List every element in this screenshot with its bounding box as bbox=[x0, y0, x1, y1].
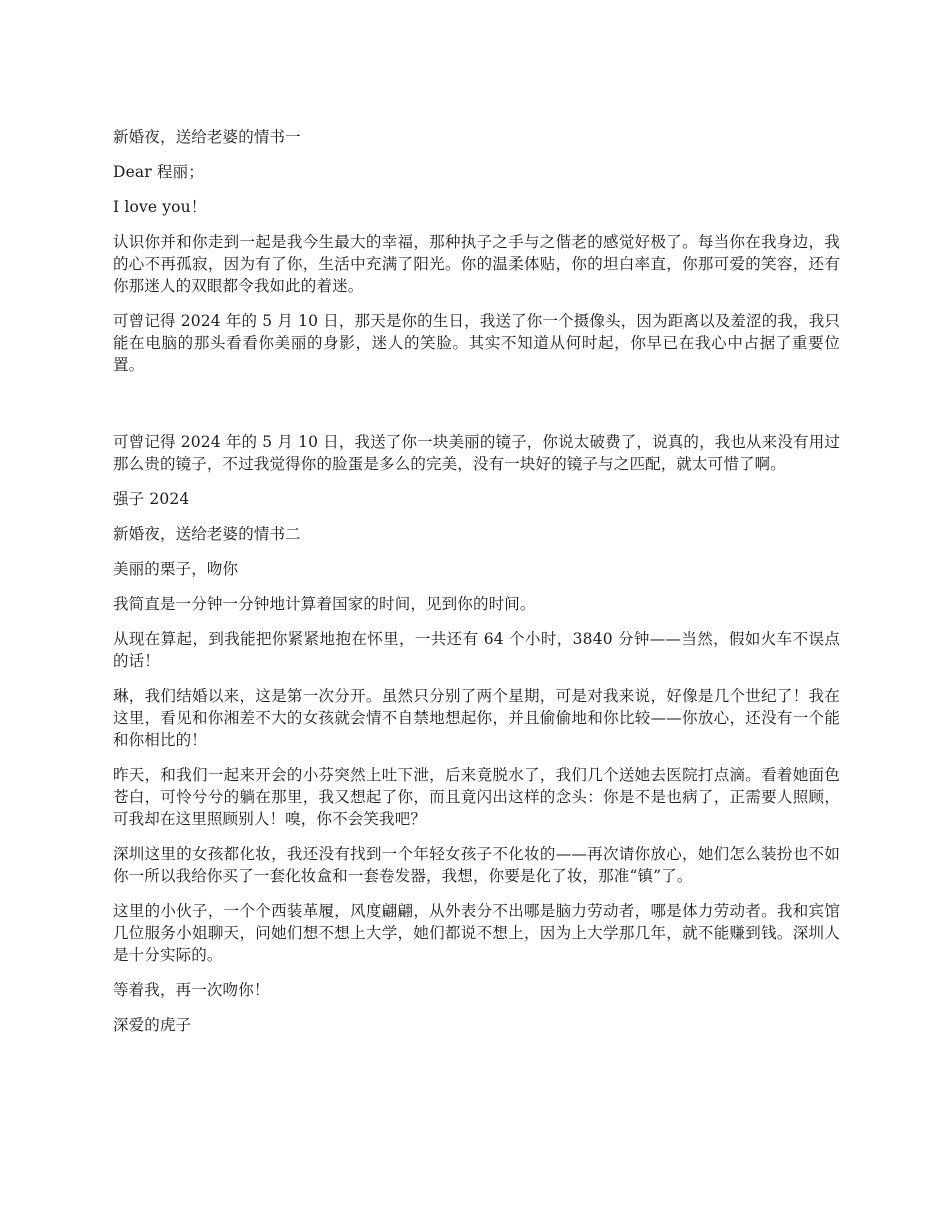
letter2-paragraph-6: 这里的小伙子，一个个西装革履，风度翩翩，从外表分不出哪是脑力劳动者，哪是体力劳动者。我和宾馆几位服务小姐聊天，问她们想不想上大学，她们都说不想上，因为上大学那几年，就不能赚到钱。深圳人是十分实际的。 bbox=[113, 902, 840, 964]
letter1-title: 新婚夜，送给老婆的情书一 bbox=[113, 128, 301, 146]
letter1-paragraph-1: 认识你并和你走到一起是我今生最大的幸福，那种执子之手与之偕老的感觉好极了。每当你在我身边，我的心不再孤寂，因为有了你，生活中充满了阳光。你的温柔体贴，你的坦白率直，你那可爱的笑容，还有你那迷人的双眼都令我如此的着迷。 bbox=[113, 233, 840, 295]
document-page bbox=[113, 126, 840, 1049]
letter2-closing: 等着我，再一次吻你！ bbox=[113, 981, 270, 999]
paragraph-gap bbox=[113, 389, 840, 431]
letter2-paragraph-3: 琳，我们结婚以来，这是第一次分开。虽然只分别了两个星期，可是对我来说，好像是几个世纪了！我在这里，看见和你湘差不大的女孩就会情不自禁地想起你，并且偷偷地和你比较——你放心，还没有一个能和你相比的！ bbox=[113, 687, 840, 749]
letter1-paragraph-3: 可曾记得 2024 年的 5 月 10 日，我送了你一块美丽的镜子，你说太破费了，说真的，我也从来没有用过那么贵的镜子，不过我觉得你的脸蛋是多么的完美，没有一块好的镜子与之匹配，就太可惜了啊。 bbox=[113, 433, 840, 473]
letter1-paragraph-2: 可曾记得 2024 年的 5 月 10 日，那天是你的生日，我送了你一个摄像头，因为距离以及羞涩的我，我只能在电脑的那头看看你美丽的身影，迷人的笑脸。其实不知道从何时起，你早已在我心中占据了重要位置。 bbox=[113, 312, 840, 374]
letter2-paragraph-5: 深圳这里的女孩都化妆，我还没有找到一个年轻女孩子不化妆的——再次请你放心，她们怎么装扮也不如你一所以我给你买了一套化妆盒和一套卷发器，我想，你要是化了妆，那准“镇”了。 bbox=[113, 845, 840, 885]
letter2-paragraph-4: 昨天，和我们一起来开会的小芬突然上吐下泄，后来竟脱水了，我们几个送她去医院打点滴。看着她面色苍白，可怜兮兮的躺在那里，我又想起了你，而且竟闪出这样的念头：你是不是也病了，正需要人照顾，可我却在这里照顾别人！嗅，你不会笑我吧？ bbox=[113, 766, 840, 828]
letter1-salutation: Dear 程丽； bbox=[113, 163, 204, 181]
letter2-signature: 深爱的虎子 bbox=[113, 1016, 192, 1034]
letter2-paragraph-2: 从现在算起，到我能把你紧紧地抱在怀里，一共还有 64 个小时，3840 分钟——当然，假如火车不误点的话！ bbox=[113, 630, 840, 670]
letter1-greeting: I love you！ bbox=[113, 198, 207, 216]
letter2-salutation: 美丽的栗子，吻你 bbox=[113, 560, 239, 578]
letter1-signature: 强子 2024 bbox=[113, 490, 190, 508]
letter2-title: 新婚夜，送给老婆的情书二 bbox=[113, 525, 301, 543]
letter2-paragraph-1: 我简直是一分钟一分钟地计算着国家的时间，见到你的时间。 bbox=[113, 595, 536, 613]
